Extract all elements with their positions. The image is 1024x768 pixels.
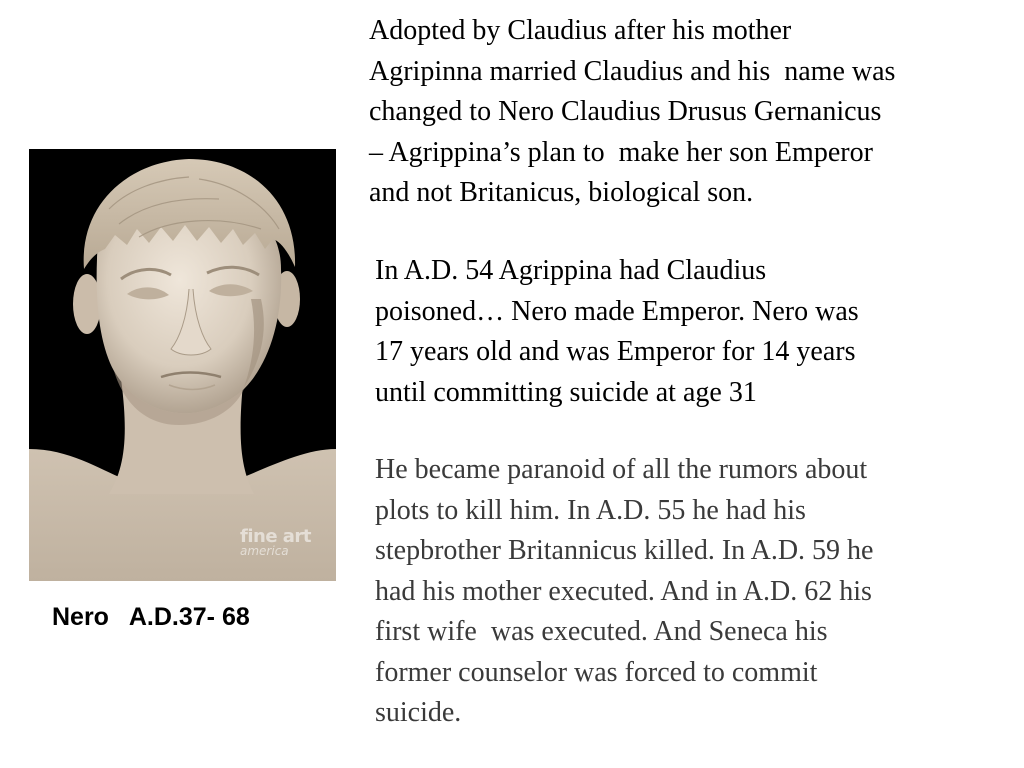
text-line: In A.D. 54 Agrippina had Claudius: [375, 255, 767, 286]
paragraph-paranoia: [375, 450, 1015, 734]
paragraph-emperor: [375, 251, 995, 413]
text-line: first wife was executed. And Seneca his: [375, 616, 828, 647]
watermark-line: fine art: [240, 526, 311, 547]
bust-illustration: [29, 149, 336, 581]
text-line: had his mother executed. And in A.D. 62 his: [375, 575, 872, 607]
text-line: changed to Nero Claudius Drusus Gernanicus: [369, 96, 882, 127]
text-line: plots to kill him. In A.D. 55 he had his: [375, 494, 806, 526]
text-line: Adopted by Claudius after his mother: [369, 15, 792, 46]
text-line: poisoned… Nero made Emperor. Nero was: [375, 295, 859, 327]
text-line: until committing suicide at age 31: [375, 376, 757, 408]
text-line: and not Britanicus, biological son.: [369, 177, 754, 208]
watermark: [240, 528, 311, 557]
nero-bust-photo: [29, 149, 336, 581]
text-line: suicide.: [375, 697, 462, 728]
watermark-line: america: [240, 544, 289, 558]
paragraph-adoption: [369, 11, 1024, 214]
text-line: stepbrother Britannicus killed. In A.D. 59 he: [375, 535, 874, 566]
text-line: former counselor was forced to commit: [375, 656, 818, 688]
text-line: 17 years old and was Emperor for 14 years: [375, 336, 856, 367]
text-line: – Agrippina’s plan to make her son Emperor: [369, 136, 873, 168]
text-line: Agripinna married Claudius and his name was: [369, 55, 896, 87]
image-caption: Nero A.D.37- 68: [52, 603, 250, 631]
text-line: He became paranoid of all the rumors about: [375, 454, 868, 485]
